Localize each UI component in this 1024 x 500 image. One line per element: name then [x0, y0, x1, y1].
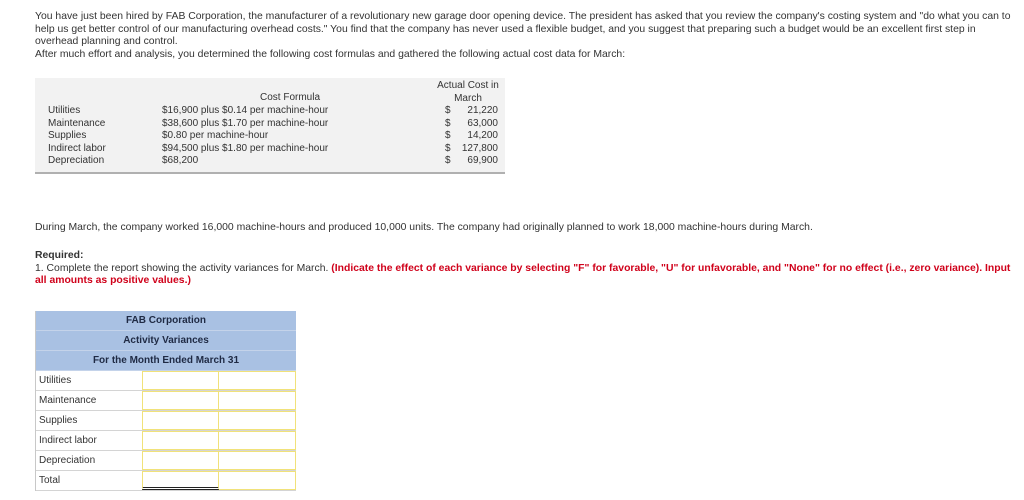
row-label: Maintenance — [39, 395, 97, 406]
cost-formula: $68,200 — [162, 155, 199, 167]
effect-select[interactable] — [219, 371, 296, 390]
total-effect-select[interactable] — [219, 471, 296, 490]
amount-input[interactable] — [142, 391, 220, 410]
effect-select[interactable] — [219, 431, 296, 450]
row-label: Supplies — [39, 415, 78, 426]
intro-data-paragraph: After much effort and analysis, you determined the following cost formulas and gathered the following actual cost data for March: — [35, 48, 626, 60]
report-period: For the Month Ended March 31 — [36, 351, 296, 371]
cost-item: Supplies — [48, 130, 87, 142]
report-row-supplies — [36, 411, 296, 431]
cost-item: Maintenance — [48, 117, 106, 129]
actual-cost-value: 69,900 — [467, 155, 498, 167]
intro-paragraph: You have just been hired by FAB Corporation, the manufacturer of a revolutionary new garage door opening device. The president has asked that you review the company's costing system and "do what you can to help us get better control of our manufacturing overhead costs." You find that the company has never used a flexible budget, and you suggest that preparing such a budget would be an excellent first step in overhead planning and control. — [35, 11, 1011, 48]
cost-item: Depreciation — [48, 155, 105, 167]
row-label: Depreciation — [39, 455, 96, 466]
actual-cost-row — [445, 155, 498, 168]
required-item-text: 1. Complete the report showing the activity variances for March. — [35, 262, 329, 274]
effect-select[interactable] — [219, 411, 296, 430]
cost-formula-header: Cost Formula — [260, 92, 321, 103]
cost-formula: $38,600 plus $1.70 per machine-hour — [162, 117, 329, 129]
report-row-total — [36, 471, 296, 491]
actual-cost-row — [445, 143, 498, 156]
currency-symbol: $ — [445, 155, 451, 167]
actual-cost-value: 127,800 — [461, 142, 498, 154]
currency-symbol: $ — [445, 130, 451, 142]
actual-cost-header-line1: Actual Cost in — [437, 80, 499, 91]
cost-formula-table — [35, 78, 505, 174]
amount-input[interactable] — [142, 451, 220, 470]
row-label: Indirect labor — [39, 435, 97, 446]
required-section — [35, 250, 1020, 288]
cost-formula-column — [162, 105, 328, 168]
currency-symbol: $ — [445, 105, 451, 116]
amount-input[interactable] — [142, 431, 220, 450]
effect-select[interactable] — [219, 391, 296, 410]
actual-cost-value: 63,000 — [467, 117, 498, 129]
actual-cost-header-line2: March — [454, 92, 482, 104]
actual-cost-row — [445, 118, 498, 131]
problem-intro — [35, 11, 1020, 61]
cost-formula: $0.80 per machine-hour — [162, 130, 269, 142]
cost-formula: $16,900 plus $0.14 per machine-hour — [162, 105, 329, 116]
required-instruction: (Indicate the effect of each variance by selecting "F" for favorable, "U" for unfavorable, and "None" for no effect (i.e., zero variance). Input all amounts as positive values.) — [35, 262, 1011, 287]
table-bottom-rule — [35, 172, 505, 174]
cost-item: Utilities — [48, 105, 81, 116]
actual-cost-value: 14,200 — [467, 130, 498, 142]
report-row-maintenance — [36, 391, 296, 411]
cost-item: Indirect labor — [48, 142, 106, 154]
currency-symbol: $ — [445, 142, 451, 154]
currency-symbol: $ — [445, 117, 451, 129]
actual-cost-value: 21,220 — [467, 105, 498, 116]
cost-formula: $94,500 plus $1.80 per machine-hour — [162, 142, 329, 154]
report-row-depreciation — [36, 451, 296, 471]
row-label: Total — [39, 475, 61, 486]
actual-cost-row — [445, 130, 498, 143]
actual-cost-header — [433, 80, 503, 105]
row-label: Utilities — [39, 375, 72, 386]
report-row-indirect-labor — [36, 431, 296, 451]
report-subtitle: Activity Variances — [36, 331, 296, 351]
cost-item-column — [48, 105, 106, 168]
actual-cost-row — [445, 105, 498, 118]
effect-select[interactable] — [219, 451, 296, 470]
actual-cost-column — [445, 105, 498, 168]
required-item — [35, 263, 1020, 288]
march-activity-text: During March, the company worked 16,000 machine-hours and produced 10,000 units. The company had originally planned to work 18,000 machine-hours during March. — [35, 222, 813, 233]
report-row-utilities — [36, 371, 296, 391]
amount-input[interactable] — [142, 411, 220, 430]
required-heading: Required: — [35, 250, 84, 261]
report-title: FAB Corporation — [36, 311, 296, 331]
amount-input[interactable] — [142, 371, 220, 390]
activity-variance-report — [35, 311, 296, 491]
total-amount-input[interactable] — [142, 471, 220, 490]
